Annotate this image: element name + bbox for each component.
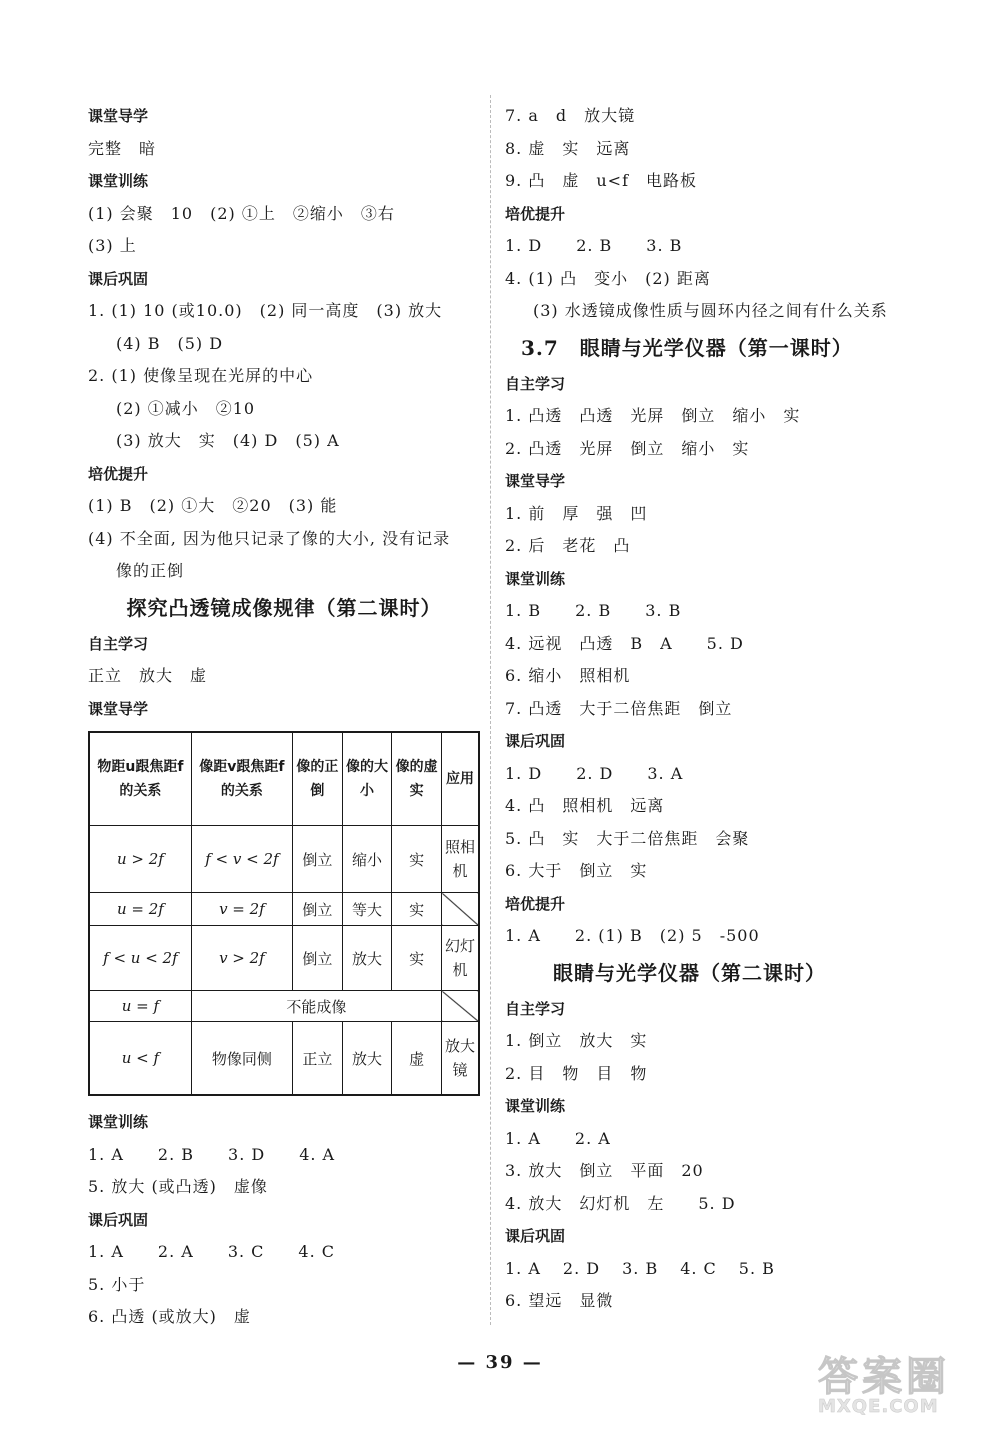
answer-item: 3. B <box>622 1258 659 1278</box>
answer-item: 4. C <box>680 1258 717 1278</box>
table-row <box>89 991 479 1022</box>
empty-diagonal-cell <box>442 991 480 1022</box>
answer-line <box>505 1253 925 1286</box>
answer-line: 1. (1) 10 (或10.0) (2) 同一高度 (3) 放大 <box>88 301 443 320</box>
answer-line: (2) ①减小 ②10 <box>116 398 256 418</box>
answer-line: 6. 缩小 照相机 <box>505 666 631 685</box>
table-header: 像的虚实 <box>392 732 442 826</box>
answer-line: 9. 凸 虚 u<f 电路板 <box>505 171 697 190</box>
answer-line: (3) 上 <box>88 236 137 255</box>
answer-item: 1. A <box>505 1258 541 1278</box>
answer-item: 1. A <box>88 1242 124 1261</box>
table-cell: u > 2f <box>89 826 191 893</box>
answer-item: 1. A <box>88 1144 124 1164</box>
table-cell: 缩小 <box>342 826 392 893</box>
answer-line: 5. 凸 实 大于二倍焦距 会聚 <box>505 828 750 848</box>
section-heading: 培优提升 <box>505 204 566 223</box>
watermark-url: MXQE.COM <box>818 1396 939 1417</box>
answer-line: 6. 凸透 (或放大) 虚 <box>88 1307 251 1326</box>
section-heading: 培优提升 <box>88 464 149 483</box>
table-row <box>89 1022 479 1096</box>
table-cell: 放大镜 <box>442 1022 480 1096</box>
table-cell: 虚 <box>392 1022 442 1096</box>
table-header: 像的正倒 <box>293 732 343 826</box>
lesson-title: 眼睛与光学仪器（第二课时） <box>553 960 826 985</box>
answer-line <box>505 595 925 628</box>
answer-line <box>505 1123 925 1156</box>
table-cell: v > 2f <box>191 926 292 991</box>
table-cell: u = f <box>89 991 191 1022</box>
answer-item: 1. B <box>505 601 542 620</box>
answer-line: 1. 倒立 放大 实 <box>505 1031 648 1050</box>
answer-item: 2. B <box>576 236 613 255</box>
table-cell: 倒立 <box>293 826 343 893</box>
section-heading: 课堂导学 <box>88 699 149 718</box>
right-column <box>505 100 925 1318</box>
table-cell: u < f <box>89 1022 191 1096</box>
answer-line: (4) 不全面, 因为他只记录了像的大小, 没有记录 <box>88 528 451 548</box>
answer-item: 2. D <box>562 1258 601 1278</box>
answer-line: 完整 暗 <box>88 138 157 158</box>
column-divider <box>490 95 491 1325</box>
answer-line <box>505 758 925 791</box>
section-heading: 课后巩固 <box>505 1227 566 1245</box>
answer-item: 4. A <box>299 1144 336 1164</box>
table-header-row <box>89 732 479 826</box>
answer-line: 1. A 2. (1) B (2) 5 -500 <box>505 926 760 945</box>
answer-line: 8. 虚 实 远离 <box>505 138 631 158</box>
table-header: 应用 <box>442 732 480 826</box>
table-cell: 幻灯机 <box>442 926 480 991</box>
table-header: 物距u跟焦距f的关系 <box>89 732 191 826</box>
imaging-rules-table <box>88 731 480 1096</box>
answer-line: 1. 凸透 凸透 光屏 倒立 缩小 实 <box>505 406 801 425</box>
answer-line: 1. 前 厚 强 凹 <box>505 503 648 523</box>
answer-line: (1) 会聚 10 (2) ①上 ②缩小 ③右 <box>88 203 395 223</box>
table-row <box>89 826 479 893</box>
answer-line: 2. 目 物 目 物 <box>505 1063 648 1083</box>
answer-item: 2. B <box>157 1144 195 1164</box>
section-heading: 自主学习 <box>88 634 149 653</box>
table-cell: 倒立 <box>293 893 343 926</box>
table-cell: 不能成像 <box>191 991 441 1022</box>
answer-line: 6. 望远 显微 <box>505 1291 614 1310</box>
answer-item: 2. D <box>576 763 614 783</box>
table-cell: 物像同侧 <box>191 1022 292 1096</box>
empty-diagonal-cell <box>442 893 480 926</box>
section-heading: 课堂训练 <box>505 569 566 588</box>
answer-line: 7. 凸透 大于二倍焦距 倒立 <box>505 698 733 718</box>
table-row <box>89 926 479 991</box>
table-cell: 照相机 <box>442 826 480 893</box>
section-heading: 自主学习 <box>505 999 566 1018</box>
answer-item: 3. A <box>647 763 684 783</box>
answer-line: 4. 凸 照相机 远离 <box>505 796 665 815</box>
table-cell: 放大 <box>342 1022 392 1096</box>
answer-line: 2. (1) 使像呈现在光屏的中心 <box>88 366 314 385</box>
answer-line: 像的正倒 <box>116 561 185 580</box>
answer-line <box>505 230 925 263</box>
table-cell: 实 <box>392 826 442 893</box>
answer-item: 3. D <box>228 1144 266 1164</box>
table-cell: 放大 <box>342 926 392 991</box>
section-heading: 课后巩固 <box>88 1210 149 1229</box>
answer-item: 1. A <box>505 1128 541 1148</box>
answer-line: 5. 小于 <box>88 1274 146 1294</box>
answer-item: 1. D <box>505 236 543 255</box>
table-header: 像的大小 <box>342 732 392 826</box>
watermark-text: 答案圈 <box>818 1354 950 1400</box>
section-heading: 课堂训练 <box>88 1113 149 1131</box>
lesson-title: 探究凸透镜成像规律（第二课时） <box>126 595 442 620</box>
section-heading: 课后巩固 <box>88 269 149 288</box>
answer-line <box>88 1139 480 1172</box>
answer-item: 3. B <box>646 236 683 255</box>
answer-line: (3) 水透镜成像性质与圆环内径之间有什么关系 <box>533 301 888 320</box>
left-column <box>88 100 480 1334</box>
table-header: 像距v跟焦距f的关系 <box>191 732 292 826</box>
answer-line <box>88 1236 480 1269</box>
answer-item: 5. B <box>738 1258 775 1278</box>
section-heading: 自主学习 <box>505 374 566 393</box>
table-cell: f < u < 2f <box>89 926 191 991</box>
watermark-logo <box>818 1345 986 1415</box>
answer-line: 5. 放大 (或凸透) 虚像 <box>88 1177 268 1196</box>
answer-line: (1) B (2) ①大 ②20 (3) 能 <box>88 496 338 515</box>
section-heading: 课堂导学 <box>88 107 149 125</box>
section-heading: 培优提升 <box>505 894 566 913</box>
answer-line: 7. a d 放大镜 <box>505 106 636 125</box>
answer-line: (4) B (5) D <box>116 333 224 353</box>
section-heading: 课堂训练 <box>88 172 149 190</box>
answer-item: 2. A <box>574 1128 611 1148</box>
table-cell: 实 <box>392 893 442 926</box>
answer-item: 2. B <box>575 601 612 620</box>
answer-line: (3) 放大 实 (4) D (5) A <box>116 431 340 450</box>
answer-item: 3. C <box>227 1242 265 1261</box>
answer-line: 4. 远视 凸透 B A 5. D <box>505 633 744 653</box>
table-cell: u = 2f <box>89 893 191 926</box>
answer-line: 正立 放大 虚 <box>88 666 208 685</box>
page-number: — 39 — <box>457 1352 543 1373</box>
lesson-title: 3.7 眼睛与光学仪器（第一课时） <box>521 335 853 360</box>
table-cell: 倒立 <box>293 926 343 991</box>
answer-line: 2. 后 老花 凸 <box>505 536 631 555</box>
answer-line: 4. 放大 幻灯机 左 5. D <box>505 1193 736 1213</box>
table-cell: 正立 <box>293 1022 343 1096</box>
answer-line: 2. 凸透 光屏 倒立 缩小 实 <box>505 438 750 458</box>
table-cell: f < v < 2f <box>191 826 292 893</box>
section-heading: 课后巩固 <box>505 732 566 750</box>
answer-item: 4. C <box>298 1242 335 1261</box>
answer-line: 6. 大于 倒立 实 <box>505 861 648 880</box>
answer-line: 3. 放大 倒立 平面 20 <box>505 1161 704 1180</box>
section-heading: 课堂导学 <box>505 472 566 490</box>
table-row <box>89 893 479 926</box>
answer-item: 3. B <box>645 601 682 620</box>
table-cell: 实 <box>392 926 442 991</box>
table-cell: 等大 <box>342 893 392 926</box>
answer-item: 1. D <box>505 763 543 783</box>
answer-line: 4. (1) 凸 变小 (2) 距离 <box>505 268 711 288</box>
section-heading: 课堂训练 <box>505 1097 566 1115</box>
answer-item: 2. A <box>157 1242 194 1261</box>
table-cell: v = 2f <box>191 893 292 926</box>
